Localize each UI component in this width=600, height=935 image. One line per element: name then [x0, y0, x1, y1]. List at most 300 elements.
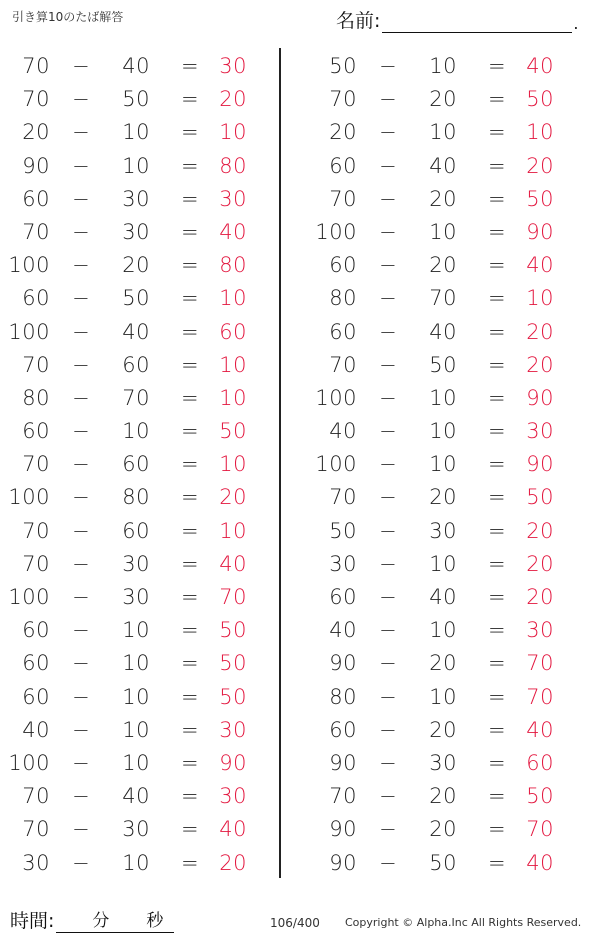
answer: 40: [219, 817, 247, 842]
time-field: [10, 906, 174, 933]
equals-sign: =: [487, 618, 507, 643]
minus-sign: −: [378, 817, 398, 842]
minus-sign: −: [378, 352, 398, 377]
problem-row: [307, 314, 587, 347]
page-number: 106/400: [270, 916, 320, 930]
problem-row: [0, 48, 280, 81]
equals-sign: =: [180, 219, 200, 244]
answer: 50: [526, 87, 554, 112]
minuend: 90: [329, 750, 357, 775]
minuend: 60: [329, 153, 357, 178]
minus-sign: −: [378, 385, 398, 410]
minus-sign: −: [71, 717, 91, 742]
problem-row: [0, 148, 280, 181]
equals-sign: =: [180, 651, 200, 676]
subtrahend: 10: [429, 54, 457, 78]
problem-row: [0, 413, 280, 446]
equals-sign: =: [180, 452, 200, 477]
minus-sign: −: [71, 850, 91, 875]
problem-row: [0, 81, 280, 114]
column-divider: [279, 48, 281, 878]
problem-row: [307, 745, 587, 778]
minus-sign: −: [71, 817, 91, 842]
problem-row: [0, 579, 280, 612]
problem-row: [307, 778, 587, 811]
minus-sign: −: [71, 120, 91, 145]
subtrahend: 20: [429, 186, 457, 211]
minuend: 100: [315, 385, 357, 410]
subtrahend: 60: [122, 518, 150, 543]
subtrahend: 10: [429, 618, 457, 643]
problem-row: [0, 745, 280, 778]
minuend: 80: [329, 286, 357, 311]
minuend: 20: [22, 120, 50, 145]
subtrahend: 20: [429, 651, 457, 676]
problem-row: [307, 546, 587, 579]
answer: 90: [219, 750, 247, 775]
equals-sign: =: [180, 54, 200, 78]
equals-sign: =: [487, 651, 507, 676]
subtrahend: 10: [429, 219, 457, 244]
problem-row: [307, 479, 587, 512]
problem-row: [0, 280, 280, 313]
answer: 70: [526, 651, 554, 676]
answer: 10: [219, 352, 247, 377]
equals-sign: =: [180, 419, 200, 444]
name-label: 名前:: [336, 10, 381, 32]
minuend: 70: [22, 352, 50, 377]
subtrahend: 10: [122, 717, 150, 742]
answer: 90: [526, 452, 554, 477]
problem-row: [0, 645, 280, 678]
minus-sign: −: [378, 618, 398, 643]
minuend: 60: [22, 419, 50, 444]
problem-row: [0, 181, 280, 214]
minuend: 60: [22, 684, 50, 709]
answer: 30: [526, 419, 554, 444]
equals-sign: =: [487, 54, 507, 78]
answer: 50: [526, 186, 554, 211]
subtrahend: 10: [122, 651, 150, 676]
time-blank-line: [56, 910, 174, 933]
answer: 10: [219, 286, 247, 311]
minus-sign: −: [378, 186, 398, 211]
minuend: 40: [22, 717, 50, 742]
problem-row: [307, 645, 587, 678]
problem-row: [0, 712, 280, 745]
minus-sign: −: [378, 87, 398, 112]
subtrahend: 20: [429, 87, 457, 112]
minus-sign: −: [378, 452, 398, 477]
minuend: 70: [329, 186, 357, 211]
equals-sign: =: [487, 419, 507, 444]
problem-row: [0, 845, 280, 878]
answer: 20: [219, 850, 247, 875]
equals-sign: =: [180, 817, 200, 842]
answer: 20: [219, 87, 247, 112]
minuend: 70: [329, 485, 357, 510]
answer: 40: [526, 253, 554, 278]
subtrahend: 10: [429, 120, 457, 145]
answer: 50: [219, 618, 247, 643]
equals-sign: =: [180, 120, 200, 145]
equals-sign: =: [180, 551, 200, 576]
answer: 20: [526, 153, 554, 178]
problem-row: [307, 513, 587, 546]
equals-sign: =: [180, 286, 200, 311]
equals-sign: =: [180, 385, 200, 410]
equals-sign: =: [487, 219, 507, 244]
equals-sign: =: [487, 87, 507, 112]
minuend: 80: [329, 684, 357, 709]
subtrahend: 10: [122, 153, 150, 178]
subtrahend: 70: [122, 385, 150, 410]
equals-sign: =: [487, 153, 507, 178]
answer: 20: [526, 585, 554, 609]
subtrahend: 70: [429, 286, 457, 311]
minuend: 40: [329, 618, 357, 643]
problem-row: [307, 579, 587, 612]
answer: 30: [219, 54, 247, 78]
equals-sign: =: [180, 618, 200, 643]
equals-sign: =: [487, 850, 507, 875]
subtrahend: 10: [122, 419, 150, 444]
equals-sign: =: [487, 319, 507, 344]
subtrahend: 40: [122, 319, 150, 344]
equals-sign: =: [180, 784, 200, 809]
minus-sign: −: [378, 219, 398, 244]
minus-sign: −: [71, 551, 91, 576]
copyright-text: Copyright © Alpha.Inc All Rights Reserved.: [345, 916, 582, 929]
subtrahend: 10: [122, 618, 150, 643]
minus-sign: −: [71, 518, 91, 543]
minuend: 50: [329, 518, 357, 543]
subtrahend: 80: [122, 485, 150, 510]
minuend: 90: [329, 817, 357, 842]
minuend: 70: [22, 54, 50, 78]
minus-sign: −: [378, 120, 398, 145]
time-label: 時間:: [10, 910, 55, 932]
minuend: 20: [329, 120, 357, 145]
problem-row: [0, 114, 280, 147]
answer: 10: [219, 120, 247, 145]
minus-sign: −: [71, 452, 91, 477]
problem-row: [0, 314, 280, 347]
problem-row: [307, 446, 587, 479]
problem-row: [0, 811, 280, 844]
minus-sign: −: [71, 485, 91, 510]
answer: 40: [526, 54, 554, 78]
minuend: 100: [8, 485, 50, 510]
minuend: 100: [315, 219, 357, 244]
problem-row: [0, 612, 280, 645]
answer: 20: [526, 551, 554, 576]
minuend: 60: [22, 186, 50, 211]
subtrahend: 30: [122, 186, 150, 211]
minus-sign: −: [71, 219, 91, 244]
minus-sign: −: [71, 352, 91, 377]
answer: 30: [219, 186, 247, 211]
equals-sign: =: [180, 253, 200, 278]
problem-row: [0, 446, 280, 479]
minus-sign: −: [71, 651, 91, 676]
equals-sign: =: [487, 120, 507, 145]
left-problem-column: [0, 48, 280, 878]
minus-sign: −: [71, 286, 91, 311]
problem-row: [307, 845, 587, 878]
subtrahend: 40: [122, 784, 150, 809]
answer: 50: [219, 684, 247, 709]
equals-sign: =: [180, 186, 200, 211]
subtrahend: 20: [429, 485, 457, 510]
answer: 40: [526, 717, 554, 742]
minus-sign: −: [378, 717, 398, 742]
answer: 30: [219, 717, 247, 742]
subtrahend: 30: [429, 518, 457, 543]
subtrahend: 10: [429, 419, 457, 444]
subtrahend: 20: [429, 784, 457, 809]
minus-sign: −: [378, 750, 398, 775]
problem-row: [307, 280, 587, 313]
minus-sign: −: [71, 319, 91, 344]
answer: 90: [526, 219, 554, 244]
problem-row: [307, 181, 587, 214]
equals-sign: =: [180, 87, 200, 112]
minuend: 60: [22, 286, 50, 311]
minuend: 70: [329, 784, 357, 809]
minus-sign: −: [378, 253, 398, 278]
answer: 10: [219, 518, 247, 543]
answer: 80: [219, 153, 247, 178]
answer: 40: [219, 551, 247, 576]
minus-sign: −: [378, 286, 398, 311]
equals-sign: =: [487, 385, 507, 410]
equals-sign: =: [180, 153, 200, 178]
minus-sign: −: [71, 784, 91, 809]
equals-sign: =: [180, 684, 200, 709]
minuend: 30: [329, 551, 357, 576]
minus-sign: −: [71, 585, 91, 609]
subtrahend: 30: [122, 551, 150, 576]
minuend: 60: [329, 585, 357, 609]
subtrahend: 30: [122, 585, 150, 609]
minuend: 100: [8, 750, 50, 775]
subtrahend: 40: [429, 153, 457, 178]
subtrahend: 20: [429, 817, 457, 842]
problem-row: [0, 380, 280, 413]
subtrahend: 10: [122, 684, 150, 709]
equals-sign: =: [487, 352, 507, 377]
minuend: 70: [22, 817, 50, 842]
minus-sign: −: [71, 87, 91, 112]
minuend: 70: [22, 784, 50, 809]
minus-sign: −: [378, 684, 398, 709]
equals-sign: =: [180, 585, 200, 609]
minus-sign: −: [378, 54, 398, 78]
subtrahend: 60: [122, 452, 150, 477]
minus-sign: −: [71, 153, 91, 178]
answer: 30: [219, 784, 247, 809]
minuend: 50: [329, 54, 357, 78]
equals-sign: =: [487, 518, 507, 543]
minuend: 60: [22, 618, 50, 643]
answer: 20: [526, 518, 554, 543]
subtrahend: 10: [122, 750, 150, 775]
answer: 30: [526, 618, 554, 643]
equals-sign: =: [180, 352, 200, 377]
minuend: 60: [329, 319, 357, 344]
minus-sign: −: [71, 750, 91, 775]
problem-row: [0, 513, 280, 546]
equals-sign: =: [487, 186, 507, 211]
equals-sign: =: [180, 717, 200, 742]
equals-sign: =: [487, 684, 507, 709]
problem-row: [307, 712, 587, 745]
equals-sign: =: [487, 286, 507, 311]
problem-row: [307, 380, 587, 413]
minuend: 90: [22, 153, 50, 178]
equals-sign: =: [487, 253, 507, 278]
minus-sign: −: [378, 651, 398, 676]
name-blank-line: [382, 12, 572, 33]
answer: 50: [219, 419, 247, 444]
minus-sign: −: [378, 784, 398, 809]
answer: 10: [526, 120, 554, 145]
equals-sign: =: [487, 452, 507, 477]
worksheet-title: 引き算10のたば解答: [12, 10, 124, 24]
answer: 70: [526, 817, 554, 842]
problem-row: [307, 114, 587, 147]
right-problem-column: [307, 48, 587, 878]
minuend: 60: [329, 717, 357, 742]
subtrahend: 10: [122, 850, 150, 875]
answer: 80: [219, 253, 247, 278]
equals-sign: =: [180, 518, 200, 543]
equals-sign: =: [487, 817, 507, 842]
problem-row: [307, 48, 587, 81]
subtrahend: 40: [429, 319, 457, 344]
problem-row: [0, 347, 280, 380]
answer: 70: [526, 684, 554, 709]
minus-sign: −: [378, 585, 398, 609]
subtrahend: 20: [122, 253, 150, 278]
equals-sign: =: [180, 485, 200, 510]
minutes-label: 分: [92, 911, 110, 931]
problem-row: [307, 679, 587, 712]
minus-sign: −: [378, 485, 398, 510]
subtrahend: 50: [429, 352, 457, 377]
answer: 70: [219, 585, 247, 609]
answer: 40: [219, 219, 247, 244]
equals-sign: =: [487, 784, 507, 809]
problem-row: [0, 247, 280, 280]
subtrahend: 50: [122, 87, 150, 112]
answer: 20: [526, 352, 554, 377]
subtrahend: 10: [429, 684, 457, 709]
subtrahend: 20: [429, 717, 457, 742]
problem-row: [307, 811, 587, 844]
problem-row: [0, 479, 280, 512]
answer: 90: [526, 385, 554, 410]
minuend: 80: [22, 385, 50, 410]
answer: 50: [526, 485, 554, 510]
minus-sign: −: [71, 385, 91, 410]
answer: 60: [219, 319, 247, 344]
minuend: 40: [329, 419, 357, 444]
minus-sign: −: [71, 54, 91, 78]
equals-sign: =: [487, 551, 507, 576]
minus-sign: −: [71, 419, 91, 444]
name-field: [336, 6, 579, 33]
answer: 50: [219, 651, 247, 676]
answer: 50: [526, 784, 554, 809]
equals-sign: =: [180, 750, 200, 775]
minuend: 90: [329, 850, 357, 875]
equals-sign: =: [487, 485, 507, 510]
equals-sign: =: [487, 750, 507, 775]
subtrahend: 60: [122, 352, 150, 377]
minuend: 70: [22, 518, 50, 543]
subtrahend: 50: [122, 286, 150, 311]
problem-row: [307, 347, 587, 380]
minuend: 90: [329, 651, 357, 676]
minuend: 100: [8, 253, 50, 278]
name-end-mark: .: [573, 14, 579, 33]
answer: 40: [526, 850, 554, 875]
problem-row: [307, 214, 587, 247]
minuend: 100: [315, 452, 357, 477]
minuend: 70: [22, 219, 50, 244]
answer: 20: [219, 485, 247, 510]
subtrahend: 40: [122, 54, 150, 78]
problem-row: [307, 612, 587, 645]
minuend: 100: [8, 585, 50, 609]
answer: 10: [219, 452, 247, 477]
subtrahend: 40: [429, 585, 457, 609]
problem-row: [0, 214, 280, 247]
answer: 10: [219, 385, 247, 410]
equals-sign: =: [180, 319, 200, 344]
seconds-label: 秒: [146, 911, 164, 931]
minuend: 30: [22, 850, 50, 875]
subtrahend: 10: [122, 120, 150, 145]
equals-sign: =: [180, 850, 200, 875]
minuend: 70: [329, 352, 357, 377]
subtrahend: 30: [122, 219, 150, 244]
problem-row: [307, 148, 587, 181]
minus-sign: −: [378, 153, 398, 178]
problem-row: [0, 546, 280, 579]
equals-sign: =: [487, 585, 507, 609]
subtrahend: 10: [429, 452, 457, 477]
minuend: 70: [22, 551, 50, 576]
minuend: 70: [329, 87, 357, 112]
answer: 20: [526, 319, 554, 344]
minuend: 60: [329, 253, 357, 278]
minus-sign: −: [378, 518, 398, 543]
minuend: 70: [22, 452, 50, 477]
problem-row: [0, 778, 280, 811]
minus-sign: −: [71, 684, 91, 709]
subtrahend: 50: [429, 850, 457, 875]
answer: 10: [526, 286, 554, 311]
minus-sign: −: [378, 319, 398, 344]
problem-row: [0, 679, 280, 712]
problem-row: [307, 81, 587, 114]
minus-sign: −: [71, 618, 91, 643]
answer: 60: [526, 750, 554, 775]
subtrahend: 10: [429, 551, 457, 576]
